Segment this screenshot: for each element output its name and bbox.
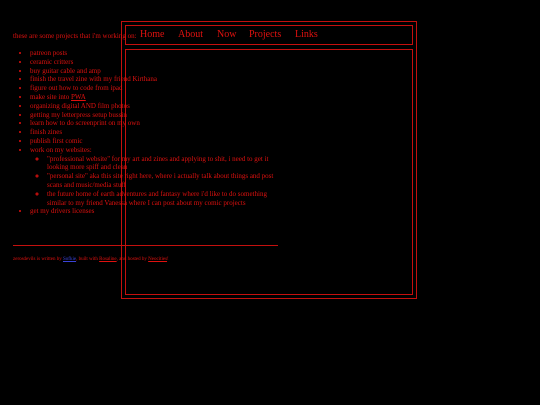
nav-links-link[interactable]: Links — [295, 29, 318, 40]
author-link[interactable]: Sofkie — [63, 257, 77, 262]
list-item: • organizing digital AND film photos — [30, 102, 275, 111]
project-list — [13, 49, 275, 216]
list-item: • ceramic critters — [30, 58, 275, 67]
list-item: • getting my letterpress setup bussin — [30, 111, 275, 120]
list-item-pwa — [30, 93, 275, 102]
footer-text: , and hosted by — [116, 257, 149, 262]
host-link[interactable]: Neocities — [148, 257, 168, 262]
list-item: • patreon posts — [30, 49, 275, 58]
list-item-websites — [30, 146, 275, 208]
footer-text: ! — [167, 257, 169, 262]
sublist-item: ◦ the future home of earth adventures and fantasy where i'd like to do something similar to my friend Vanessa where I can post about my comic projects — [47, 190, 275, 208]
list-item: • buy guitar cable and amp — [30, 67, 275, 76]
projects-intro: these are some projects that i'm working on: — [13, 32, 137, 40]
list-item: • finish zines — [30, 128, 275, 137]
sublist-item: ◦ "personal site" aka this site right here, where i actually talk about things and post scans and music/media stuff — [47, 172, 275, 190]
footer-text: , built with — [76, 257, 100, 262]
list-item: • get my drivers licenses — [30, 207, 275, 216]
nav-now-link[interactable]: Now — [217, 29, 237, 40]
list-item: • figure out how to code from ipad — [30, 84, 275, 93]
sublist-item: ◦ "professional website" for my art and zines and applying to shit, i need to get it looking more spiff and clean — [47, 155, 275, 173]
list-item-text: work on my websites: — [30, 145, 92, 154]
list-item: • publish first comic — [30, 137, 275, 146]
list-item: • learn how to do screenprint on my own — [30, 119, 275, 128]
list-item: • finish the travel zine with my friend Kirthana — [30, 75, 275, 84]
nav-projects-link[interactable]: Projects — [249, 29, 282, 40]
website-sublist — [30, 155, 275, 208]
builder-link[interactable]: Rosaline — [99, 257, 117, 262]
pwa-link[interactable]: PWA — [71, 92, 86, 101]
list-item-text: make site into — [30, 92, 72, 101]
footer-text: zerosdevils is written by — [13, 257, 63, 262]
footer-divider — [13, 245, 278, 246]
site-footer — [13, 256, 169, 263]
nav-about-link[interactable]: About — [178, 29, 203, 40]
nav-bar — [125, 25, 413, 45]
nav-home-link[interactable]: Home — [140, 29, 165, 40]
